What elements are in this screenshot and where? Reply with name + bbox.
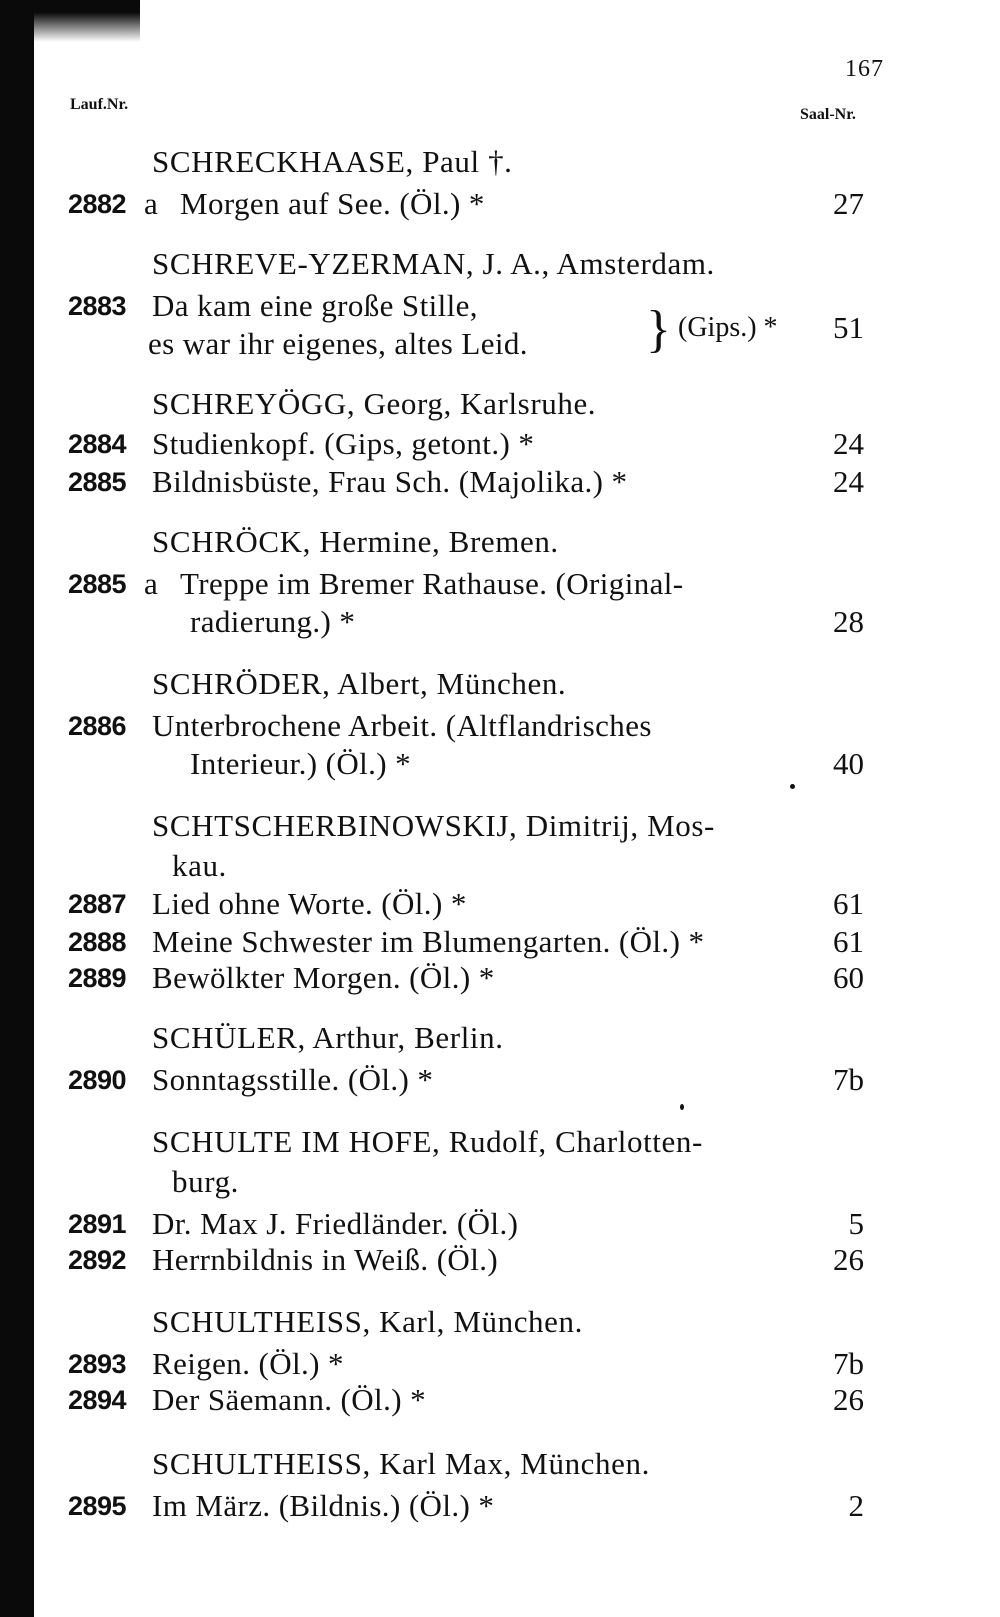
entry-number: 2889 [68,963,127,993]
entry-number: 2890 [68,1065,127,1095]
book-spine-shadow [0,0,34,1617]
entry-number: 2884 [68,429,127,459]
catalog-entry [68,706,888,786]
room-number: 26 [833,1382,864,1417]
entry-title: Dr. Max J. Friedländer. (Öl.) [152,1206,519,1241]
catalog-entry [68,1204,888,1244]
artist-heading [152,806,852,886]
artist-heading: SCHÜLER, Arthur, Berlin. [152,1020,504,1055]
entry-number: 2885 [68,569,127,599]
entry-number: 2885 [68,467,127,497]
room-number: 60 [833,960,864,995]
room-number: 27 [833,186,864,221]
grouping-brace: } [646,301,671,358]
catalog-entry [68,462,888,502]
entry-title: Morgen auf See. (Öl.) * [180,186,485,221]
catalog-entry [68,1344,888,1384]
room-number: 28 [833,604,864,639]
artist-heading: SCHRÖCK, Hermine, Bremen. [152,524,559,559]
entry-title-line-2: es war ihr eigenes, altes Leid. [148,326,528,361]
entry-title: Da kam eine große Stille, [152,288,478,323]
artist-heading-line-2: kau. [172,848,227,883]
entry-number-suffix: a [144,186,158,221]
entry-number: 2892 [68,1245,127,1275]
entry-title: Herrnbildnis in Weiß. (Öl.) [152,1242,499,1277]
entry-number: 2882 [68,189,127,219]
entry-title: Reigen. (Öl.) * [152,1346,344,1381]
artist-heading [152,1122,852,1202]
print-speck [680,1104,684,1110]
catalog-entry [68,184,888,224]
catalog-entry [68,958,888,998]
catalog-entry [68,286,888,366]
catalog-entry [68,884,888,924]
entry-title: Im März. (Bildnis.) (Öl.) * [152,1488,495,1523]
entry-number: 2891 [68,1209,127,1239]
entry-title: Unterbrochene Arbeit. (Altflandrisches [152,708,652,743]
room-number: 2 [848,1488,864,1523]
room-number: 24 [833,464,864,499]
room-number: 7b [833,1062,864,1097]
artist-heading: SCHULTHEISS, Karl Max, München. [152,1446,650,1481]
entry-number: 2894 [68,1385,127,1415]
room-number: 40 [833,746,864,781]
entry-number-suffix: a [144,566,158,601]
entry-title: Der Säemann. (Öl.) * [152,1382,426,1417]
catalog-entry [68,1380,888,1420]
entry-material-note: (Gips.) * [678,312,778,343]
entry-number: 2893 [68,1349,127,1379]
catalog-entry [68,1060,888,1100]
artist-heading: SCHRÖDER, Albert, München. [152,666,567,701]
artist-heading: SCHREVE-YZERMAN, J. A., Amsterdam. [152,246,715,281]
artist-heading-line-2: burg. [172,1164,240,1199]
room-number: 24 [833,426,864,461]
entry-title: Bildnisbüste, Frau Sch. (Majolika.) * [152,464,628,499]
room-number: 51 [833,310,864,345]
column-header-lauf-nr: Lauf.Nr. [70,96,129,113]
artist-heading: SCHRECKHAASE, Paul †. [152,144,513,179]
room-number: 61 [833,886,864,921]
entry-title: Bewölkter Morgen. (Öl.) * [152,960,495,995]
entry-number: 2895 [68,1491,127,1521]
entry-title: Lied ohne Worte. (Öl.) * [152,886,467,921]
book-spine-top-shadow [0,0,140,42]
catalog-entry [68,1240,888,1280]
catalog-entry [68,1486,888,1526]
entry-number: 2886 [68,711,127,741]
artist-heading: SCHREYÖGG, Georg, Karlsruhe. [152,386,597,421]
catalog-entry [68,564,888,644]
entry-title: Studienkopf. (Gips, getont.) * [152,426,535,461]
room-number: 5 [848,1206,864,1241]
page-number: 167 [845,56,884,82]
room-number: 61 [833,924,864,959]
entry-title: Treppe im Bremer Rathause. (Original- [180,566,684,601]
entry-number: 2887 [68,889,127,919]
print-speck [790,784,795,789]
entry-number: 2888 [68,927,127,957]
entry-title-line-2: Interieur.) (Öl.) * [190,746,412,781]
catalog-entry [68,424,888,464]
artist-heading-line-1: SCHULTE IM HOFE, Rudolf, Charlotten- [152,1124,703,1159]
artist-heading-line-1: SCHTSCHERBINOWSKIJ, Dimitrij, Mos- [152,808,715,843]
catalog-entry [68,922,888,962]
room-number: 7b [833,1346,864,1381]
room-number: 26 [833,1242,864,1277]
entry-title: Sonntagsstille. (Öl.) * [152,1062,434,1097]
artist-heading: SCHULTHEISS, Karl, München. [152,1304,583,1339]
column-header-saal-nr: Saal-Nr. [800,106,856,123]
entry-title: Meine Schwester im Blumengarten. (Öl.) * [152,924,705,959]
entry-number: 2883 [68,291,127,321]
entry-title-line-2: radierung.) * [190,604,356,639]
